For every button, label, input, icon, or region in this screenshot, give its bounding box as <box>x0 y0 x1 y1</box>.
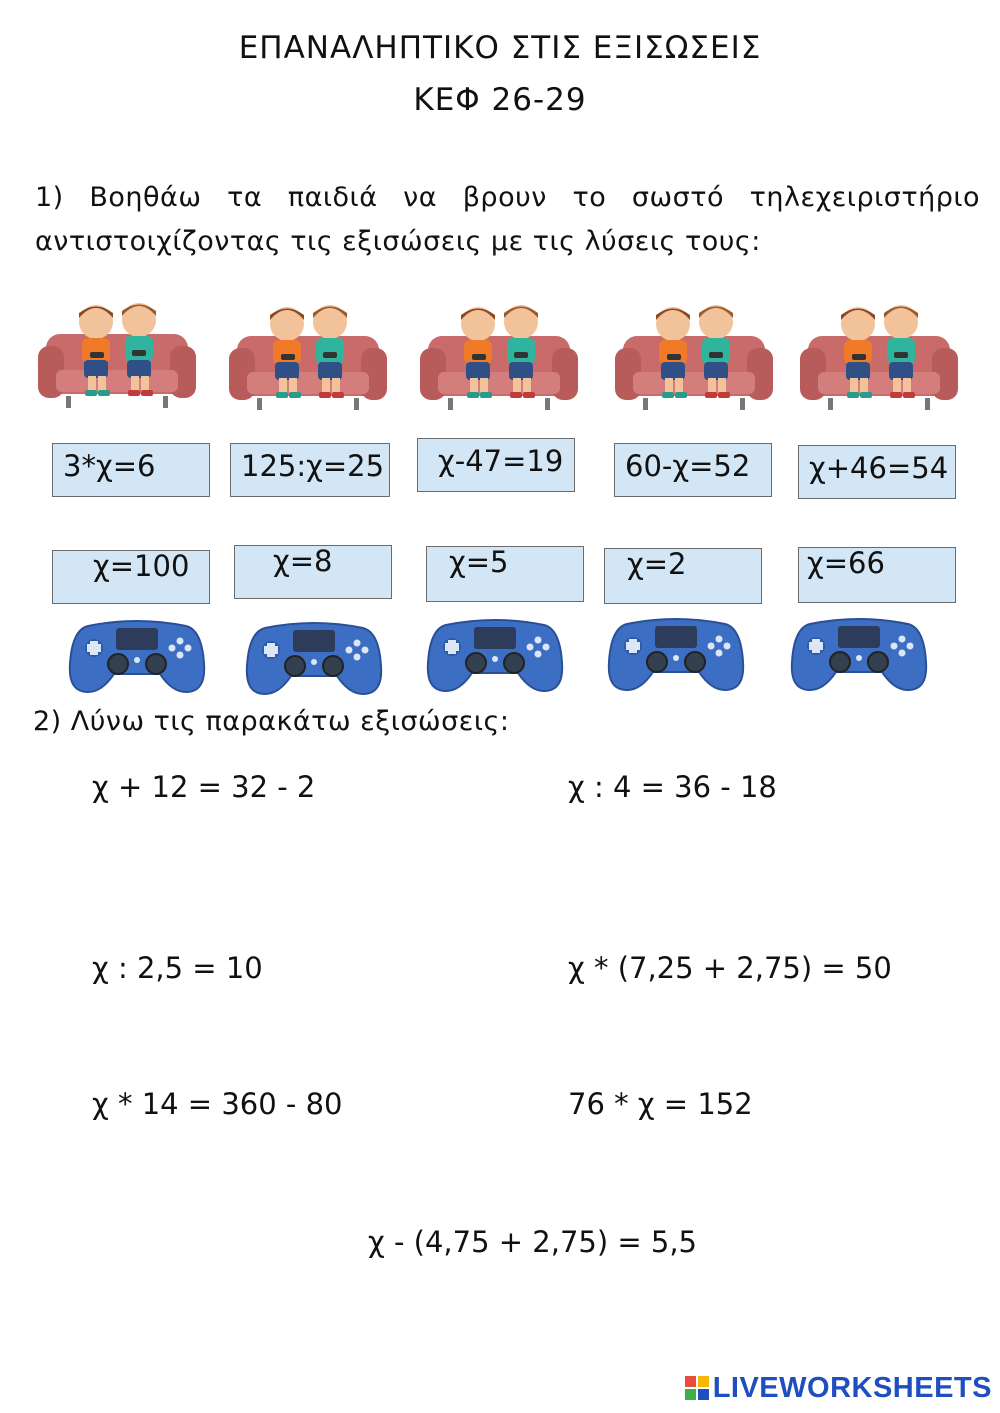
liveworksheets-logo-icon <box>685 1376 709 1400</box>
kids-on-sofa-image-2 <box>227 298 389 413</box>
equation-2e: χ * 14 = 360 - 80 <box>92 1087 343 1121</box>
page-title: ΕΠΑΝΑΛΗΠΤΙΚΟ ΣΤΙΣ ΕΞΙΣΩΣΕΙΣ <box>238 30 762 66</box>
equation-card-1[interactable]: 3*χ=6 <box>52 443 210 497</box>
equation-card-5[interactable]: χ+46=54 <box>798 445 956 499</box>
equation-card-3[interactable]: χ-47=19 <box>417 438 575 492</box>
equation-2d: χ * (7,25 + 2,75) = 50 <box>568 951 892 985</box>
page-subtitle: ΚΕΦ 26-29 <box>413 82 587 118</box>
solution-card-4[interactable]: χ=2 <box>604 548 762 604</box>
gamepad-icon-1 <box>68 614 206 694</box>
kids-on-sofa-image-5 <box>798 298 960 413</box>
kids-on-sofa-image-1 <box>36 296 198 411</box>
solution-card-3[interactable]: χ=5 <box>426 546 584 602</box>
equation-2b: χ : 4 = 36 - 18 <box>568 770 777 804</box>
solution-card-2[interactable]: χ=8 <box>234 545 392 599</box>
equation-2c: χ : 2,5 = 10 <box>92 951 263 985</box>
kids-on-sofa-image-3 <box>418 298 580 413</box>
gamepad-icon-4 <box>607 612 745 692</box>
exercise-2-instruction: 2) Λύνω τις παρακάτω εξισώσεις: <box>33 706 510 737</box>
equation-2g: χ - (4,75 + 2,75) = 5,5 <box>368 1225 698 1259</box>
equation-card-4[interactable]: 60-χ=52 <box>614 443 772 497</box>
exercise-1-instruction: 1) Βοηθάω τα παιδιά να βρουν το σωστό τηλεχειριστήριο αντιστοιχίζοντας τις εξισώσεις με τις λύσεις τους: <box>35 182 980 257</box>
equation-2f: 76 * χ = 152 <box>568 1087 753 1121</box>
solution-card-5[interactable]: χ=66 <box>798 547 956 603</box>
gamepad-icon-5 <box>790 612 928 692</box>
solution-card-1[interactable]: χ=100 <box>52 550 210 604</box>
equation-2a: χ + 12 = 32 - 2 <box>92 770 316 804</box>
kids-on-sofa-image-4 <box>613 298 775 413</box>
liveworksheets-logo <box>685 1372 992 1405</box>
liveworksheets-brand: LIVEWORKSHEETS <box>712 1372 992 1404</box>
gamepad-icon-2 <box>245 616 383 696</box>
equation-card-2[interactable]: 125:χ=25 <box>230 443 390 497</box>
gamepad-icon-3 <box>426 613 564 693</box>
